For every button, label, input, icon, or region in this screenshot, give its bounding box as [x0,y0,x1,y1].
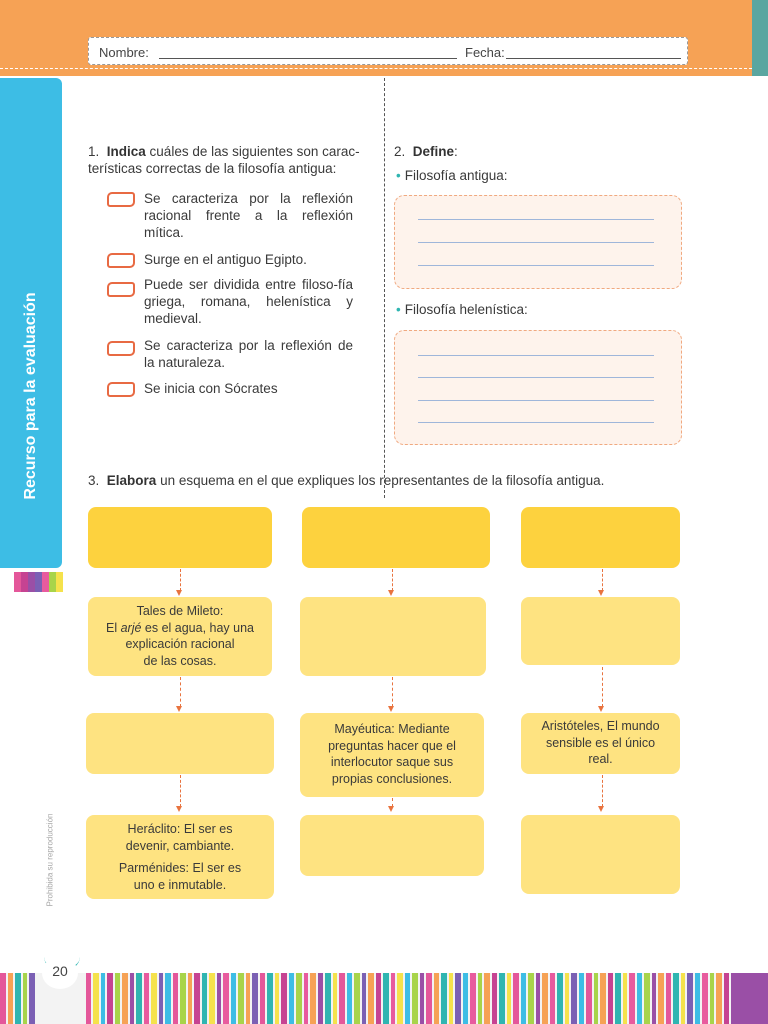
side-stripe [28,572,35,592]
q2-item-2 [396,302,528,317]
answer-line [418,355,654,356]
arrow-down-icon [598,806,604,812]
schema-col2-head[interactable] [302,507,490,568]
arrow-line [180,569,181,591]
side-stripe [42,572,49,592]
bullet-icon: • [396,302,401,317]
side-stripe [35,572,42,592]
arrow-down-icon [388,806,394,812]
arrow-line [602,667,603,707]
q2-item-2-label: Filosofía helenística: [404,302,528,317]
q1-checkbox-3[interactable] [107,282,135,297]
name-field[interactable] [159,58,457,59]
side-stripe [14,572,21,592]
schema-col2-box3[interactable]: Mayéutica: Mediante preguntas hacer que el interlocutor saque sus propias conclusiones. [300,713,484,797]
q3-prompt [88,472,728,489]
q1-checkbox-1[interactable] [107,192,135,207]
page-number: 20 [52,963,68,979]
side-tab-title: Recurso para la evaluación [22,292,39,500]
bullet-icon: • [396,168,401,183]
schema-col1-box4-p2: Parménides: El ser es uno e inmutable. [118,861,242,892]
schema-col3-box2[interactable] [521,597,680,665]
schema-col1-head[interactable] [88,507,272,568]
schema-col1-box2-line4: de las cosas. [143,653,217,668]
arje-term: arjé [120,620,142,635]
schema-col3-box3[interactable]: Aristóteles, El mundo sensible es el único real. [521,713,680,774]
schema-col1-box2-line1: Tales de Mileto: [136,604,224,618]
q2-item-1-label: Filosofía antigua: [404,168,508,183]
q3-verb: Elabora [106,473,157,488]
q1-option-2: Surge en el antiguo Egipto. [144,252,307,267]
schema-col2-box4[interactable] [300,815,484,876]
arrow-line [180,677,181,707]
q1-option-3: Puede ser dividida entre filoso-fía griega, romana, helenística y medieval. [144,277,353,326]
date-field[interactable] [506,58,681,59]
q2-item-1 [396,168,508,183]
schema-col3-head[interactable] [521,507,680,568]
q1-checkbox-5[interactable] [107,382,135,397]
text-segment: El [105,620,121,635]
definition-box-2[interactable] [394,330,682,445]
q2-verb: Define [412,144,455,159]
arrow-down-icon [388,706,394,712]
arrow-down-icon [388,590,394,596]
side-stripe [49,572,56,592]
q1-option-5: Se inicia con Sócrates [144,381,278,396]
answer-line [418,400,654,401]
header-cut-line [0,68,752,69]
schema-col1-box4[interactable] [86,815,274,899]
answer-line [418,422,654,423]
schema-col2-box2[interactable] [300,597,486,676]
arrow-down-icon [598,590,604,596]
q3-number: 3. [88,473,100,488]
q1-number: 1. [88,144,100,159]
name-date-bar [88,37,688,65]
column-divider [384,78,385,498]
arrow-line [392,677,393,707]
q2-number: 2. [394,144,406,159]
answer-line [418,265,654,266]
schema-col1-box2[interactable] [88,597,272,676]
arrow-down-icon [598,706,604,712]
arrow-line [180,775,181,807]
arrow-line [602,569,603,591]
arrow-line [602,775,603,807]
schema-col1-box2-line3: explicación racional [125,637,235,651]
side-tab [0,78,62,568]
q2-colon: : [454,144,458,159]
q1-prompt [88,143,374,177]
arrow-down-icon [176,806,182,812]
answer-line [418,242,654,243]
schema-col1-box3[interactable] [86,713,274,774]
name-label: Nombre: [99,45,149,60]
schema-col1-box4-p1: Heráclito: El ser es devenir, cambiante. [125,822,235,853]
answer-line [418,377,654,378]
q1-text: cuáles de las siguientes son carac-terísticas correctas de la filosofía antigua: [88,144,360,176]
q1-checkbox-4[interactable] [107,341,135,356]
arrow-line [392,569,393,591]
arrow-down-icon [176,590,182,596]
schema-col3-box4[interactable] [521,815,680,894]
date-label: Fecha: [465,45,505,60]
q1-checkbox-2[interactable] [107,253,135,268]
q1-verb: Indica [106,144,146,159]
q1-option-1: Se caracteriza por la reflexión racional frente a la reflexión mítica. [144,191,353,240]
q2-prompt [394,143,458,160]
q1-option-4: Se caracteriza por la reflexión de la naturaleza. [144,338,353,370]
text-segment: es el agua, hay una [141,620,255,635]
side-stripe [21,572,28,592]
arrow-down-icon [176,706,182,712]
schema-col1-box2-line2 [88,620,272,637]
footer-stripes [0,973,768,1024]
side-stripe [56,572,63,592]
header-band-accent [752,0,768,76]
answer-line [418,219,654,220]
copyright-note: Prohibida su reproducción [45,813,55,907]
q3-text: un esquema en el que expliques los representantes de la filosofía antigua. [156,473,605,488]
